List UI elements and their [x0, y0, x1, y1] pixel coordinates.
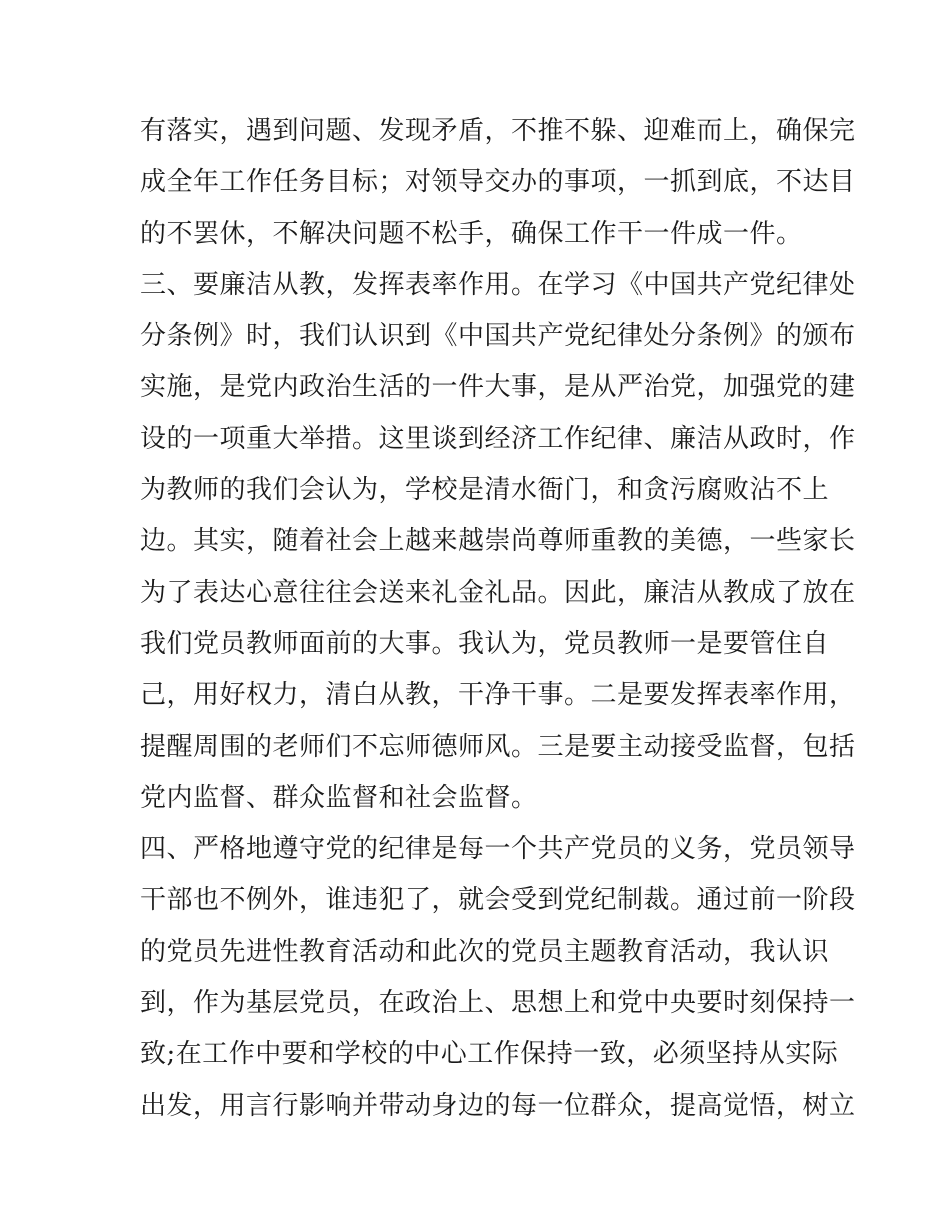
text-line-12: 己，用好权力，清白从教，干净干事。二是要发挥表率作用， — [140, 680, 856, 711]
text-line-5: 分条例》时，我们认识到《中国共产党纪律处分条例》的颁布 — [140, 321, 856, 352]
text-line-1: 有落实，遇到问题、发现矛盾，不推不躲、迎难而上，确保完 — [140, 116, 856, 146]
text-line-16: 干部也不例外，谁违犯了，就会受到党纪制裁。通过前一阶段 — [140, 885, 856, 916]
text-line-7: 设的一项重大举措。这里谈到经济工作纪律、廉洁从政时，作 — [140, 423, 856, 454]
text-line-3: 的不罢休，不解决问题不松手，确保工作干一件成一件。 — [140, 218, 803, 249]
text-line-20: 出发，用言行影响并带动身边的每一位群众，提高觉悟，树立 — [140, 1090, 856, 1121]
text-line-15: 四、严格地遵守党的纪律是每一个共产党员的义务，党员领导 — [140, 834, 856, 865]
text-line-13: 提醒周围的老师们不忘师德师风。三是要主动接受监督，包括 — [140, 731, 856, 762]
text-line-19: 致;在工作中要和学校的中心工作保持一致，必须坚持从实际 — [140, 1039, 839, 1070]
body-text — [140, 106, 856, 1132]
text-line-2: 成全年工作任务目标；对领导交办的事项，一抓到底，不达目 — [140, 167, 856, 198]
text-line-11: 我们党员教师面前的大事。我认为，党员教师一是要管住自 — [140, 628, 830, 659]
text-line-18: 到，作为基层党员，在政治上、思想上和党中央要时刻保持一 — [140, 988, 856, 1019]
text-line-4: 三、要廉洁从教，发挥表率作用。在学习《中国共产党纪律处 — [140, 269, 856, 300]
text-line-10: 为了表达心意往往会送来礼金礼品。因此，廉洁从教成了放在 — [140, 577, 856, 608]
text-line-9: 边。其实，随着社会上越来越崇尚尊师重教的美德，一些家长 — [140, 526, 856, 557]
text-line-6: 实施，是党内政治生活的一件大事，是从严治党，加强党的建 — [140, 372, 856, 403]
text-line-8: 为教师的我们会认为，学校是清水衙门，和贪污腐败沾不上 — [140, 475, 830, 506]
text-line-14: 党内监督、群众监督和社会监督。 — [140, 782, 538, 813]
text-line-17: 的党员先进性教育活动和此次的党员主题教育活动，我认识 — [140, 936, 830, 967]
